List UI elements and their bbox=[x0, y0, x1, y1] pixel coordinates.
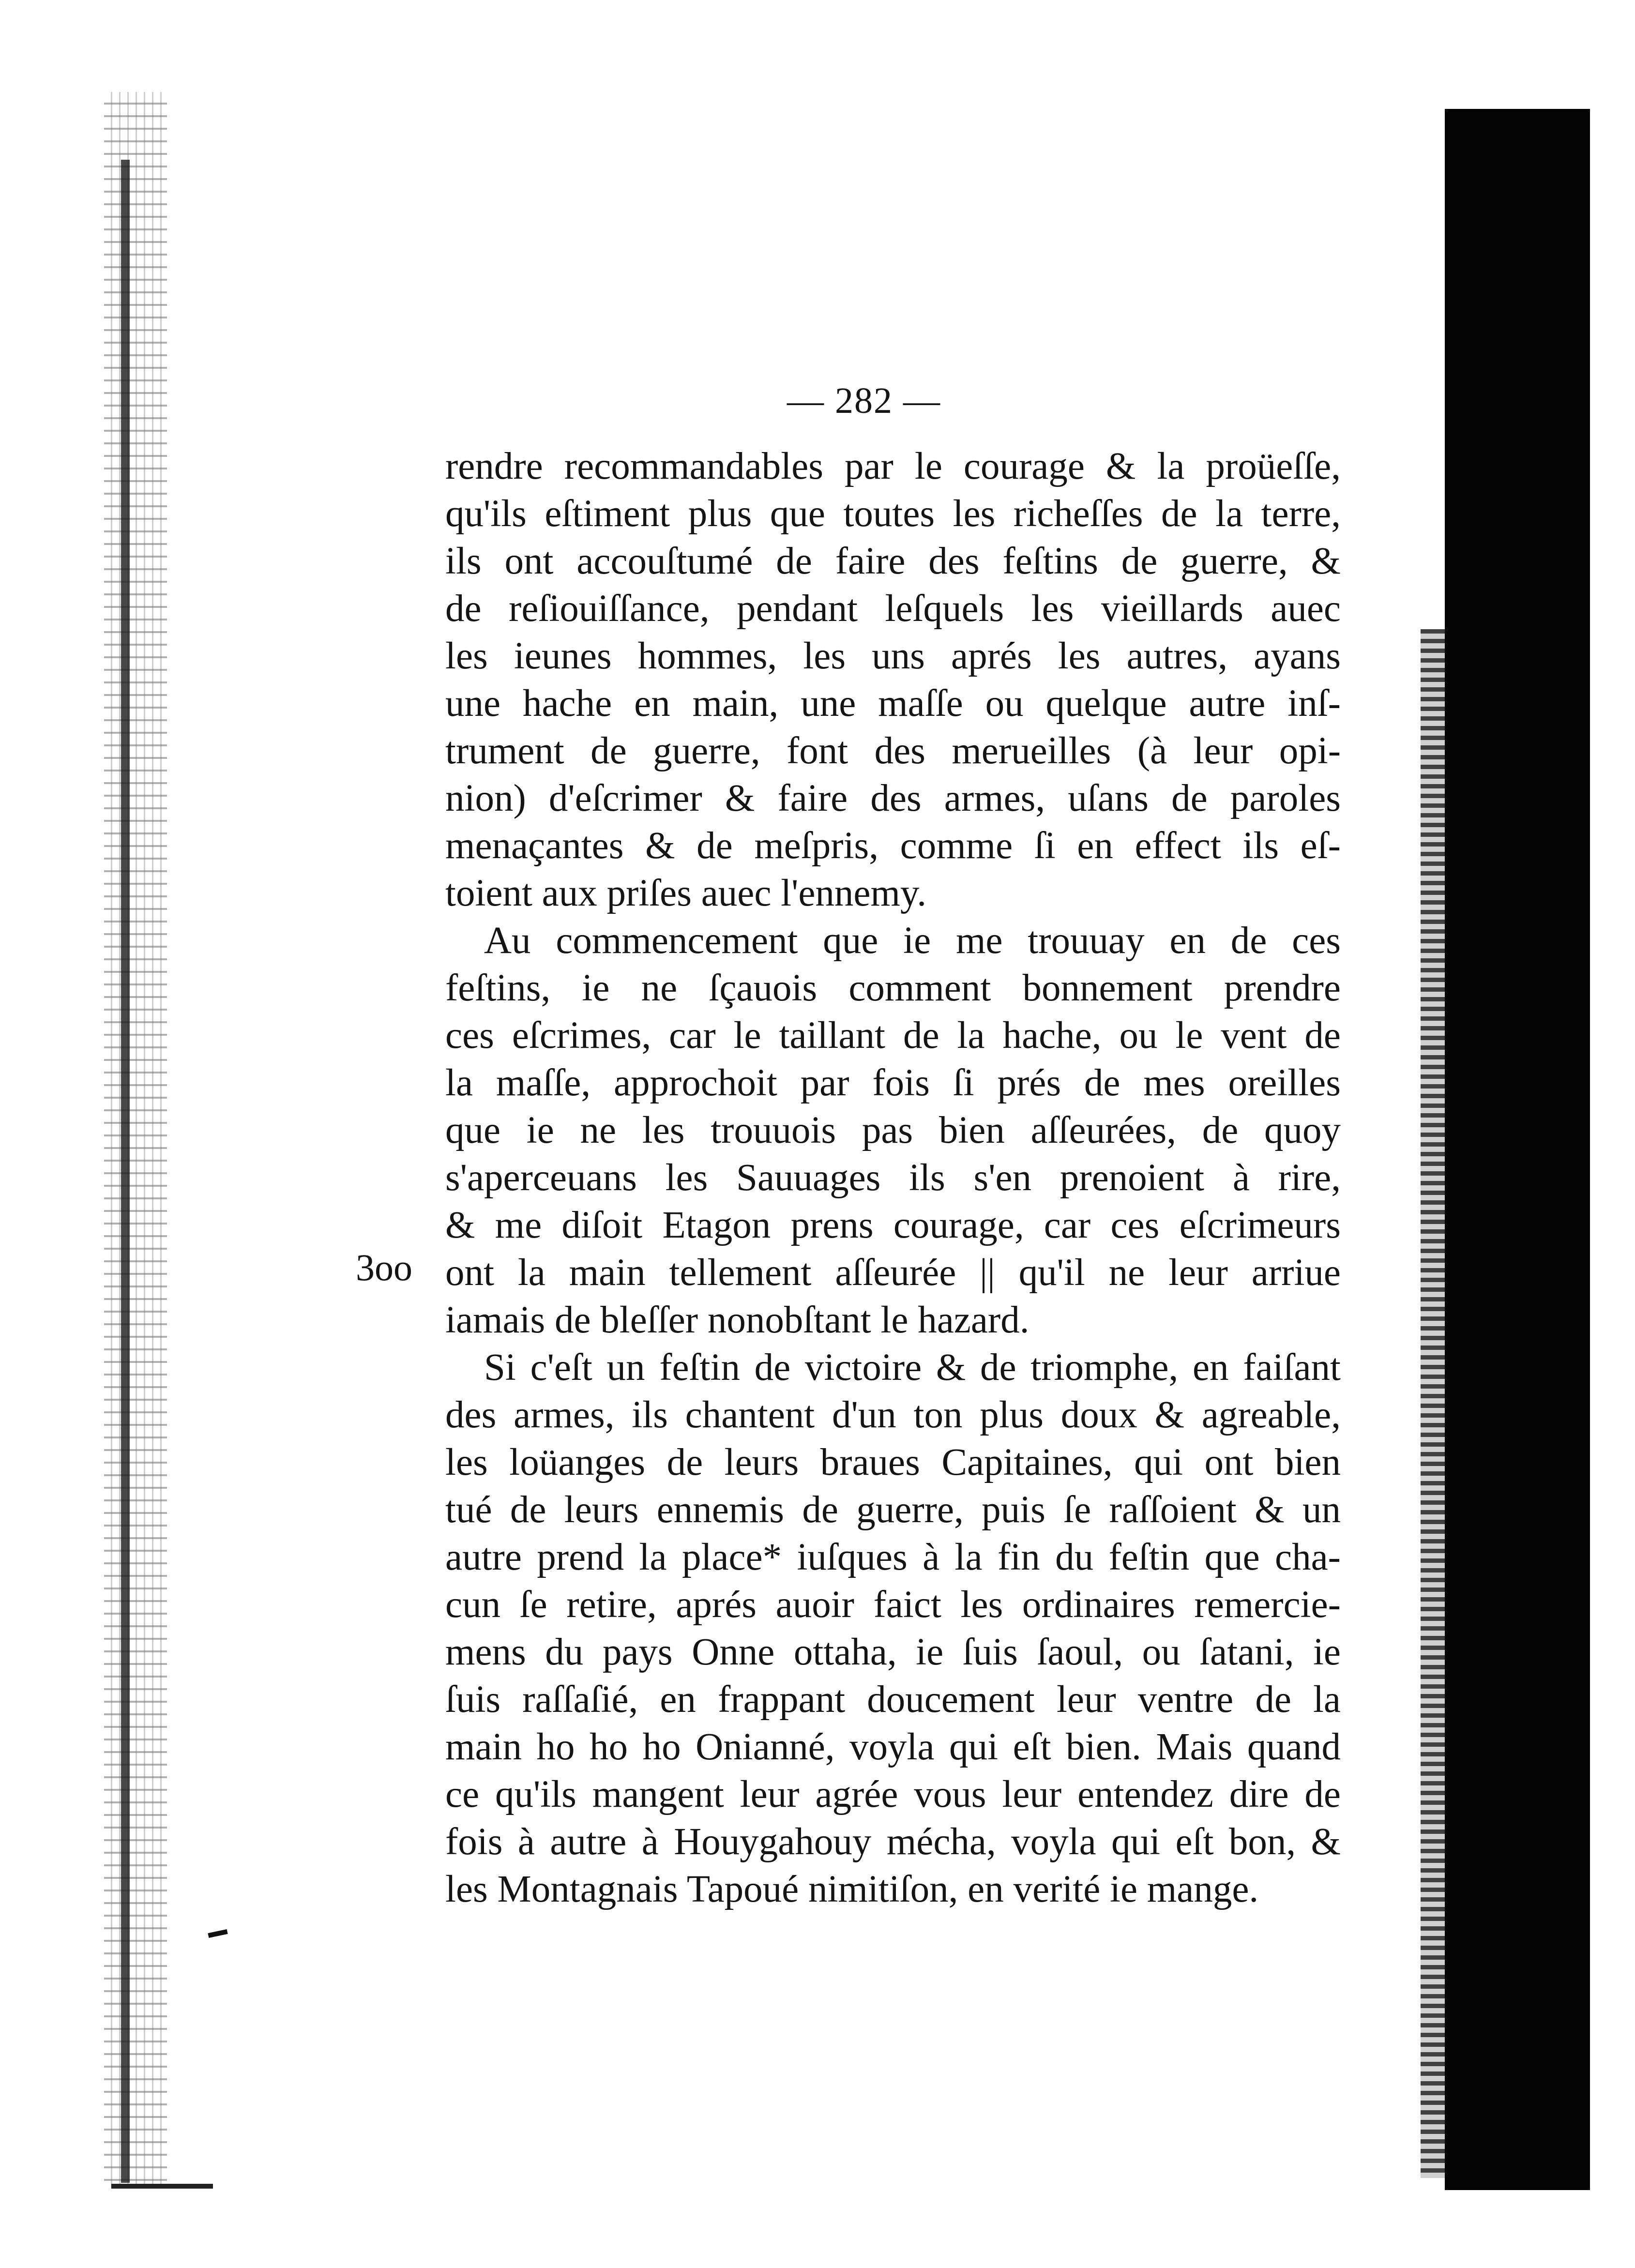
text-line: ce qu'ils mangent leur agrée vous leur entendez dire de bbox=[445, 1773, 1341, 1815]
text-line: ils ont accouſtumé de faire des feſtins de guerre, & bbox=[445, 540, 1341, 582]
text-line: ont la main tellement aſſeurée || qu'il ne leur arriue bbox=[445, 1252, 1341, 1294]
margin-page-reference: 3oo bbox=[356, 1246, 412, 1288]
text-line: mens du pays Onne ottaha, ie ſuis ſaoul, ou ſatani, ie bbox=[445, 1631, 1341, 1673]
text-line: rendre recommandables par le courage & la proüeſſe, bbox=[445, 445, 1341, 487]
text-line: trument de guerre, font des merueilles (à leur opi- bbox=[445, 730, 1341, 772]
text-line: une hache en main, une maſſe ou quelque autre inſ- bbox=[445, 682, 1341, 725]
body-text bbox=[445, 443, 1341, 1913]
text-line: ces eſcrimes, car le taillant de la hache, ou le vent de bbox=[445, 1014, 1341, 1057]
page-number: — 282 — bbox=[787, 380, 941, 421]
text-line: nion) d'eſcrimer & faire des armes, uſans de paroles bbox=[445, 777, 1341, 819]
text-line: la maſſe, approchoit par fois ſi prés de mes oreilles bbox=[445, 1062, 1341, 1104]
text-line: les loüanges de leurs braues Capitaines, qui ont bien bbox=[445, 1441, 1341, 1483]
text-line: s'aperceuans les Sauuages ils s'en prenoient à rire, bbox=[445, 1157, 1341, 1199]
text-line: main ho ho ho Onianné, voyla qui eſt bien. Mais quand bbox=[445, 1726, 1341, 1768]
text-line: Si c'eſt un feſtin de victoire & de triomphe, en faiſant bbox=[484, 1346, 1341, 1389]
text-line: tué de leurs ennemis de guerre, puis ſe raſſoient & un bbox=[445, 1489, 1341, 1531]
text-line: & me diſoit Etagon prens courage, car ces eſcrimeurs bbox=[445, 1204, 1341, 1246]
paragraph-2 bbox=[445, 917, 1341, 1344]
text-line: qu'ils eſtiment plus que toutes les richeſſes de la terre, bbox=[445, 493, 1341, 535]
text-line: iamais de bleſſer nonobſtant le hazard. bbox=[445, 1299, 1029, 1341]
stray-mark bbox=[208, 1929, 227, 1938]
paragraph-1 bbox=[445, 443, 1341, 917]
text-line: menaçantes & de meſpris, comme ſi en effect ils eſ- bbox=[445, 825, 1341, 867]
text-line: les Montagnais Tapoué nimitiſon, en verité ie mange. bbox=[445, 1868, 1259, 1910]
binding-edge-artifact bbox=[104, 92, 167, 2188]
paragraph-3 bbox=[445, 1344, 1341, 1913]
text-line: les ieunes hommes, les uns aprés les autres, ayans bbox=[445, 635, 1341, 677]
text-line: cun ſe retire, aprés auoir faict les ordinaires remercie- bbox=[445, 1584, 1341, 1626]
binding-shadow bbox=[121, 160, 130, 2183]
scan-edge-black-bar bbox=[1445, 109, 1590, 2190]
text-line: que ie ne les trouuois pas bien aſſeurées, de quoy bbox=[445, 1109, 1341, 1151]
text-line: toient aux priſes auec l'ennemy. bbox=[445, 872, 927, 914]
text-line: autre prend la place* iuſques à la fin du feſtin que cha- bbox=[445, 1536, 1341, 1578]
text-line: fois à autre à Houygahouy mécha, voyla qui eſt bon, & bbox=[445, 1821, 1341, 1863]
text-line: de reſiouiſſance, pendant leſquels les vieillards auec bbox=[445, 588, 1341, 630]
text-line: ſuis raſſaſié, en frappant doucement leur ventre de la bbox=[445, 1678, 1341, 1721]
text-line: feſtins, ie ne ſçauois comment bonnement prendre bbox=[445, 967, 1341, 1009]
text-line: Au commencement que ie me trouuay en de ces bbox=[484, 920, 1341, 962]
scan-rule-mark bbox=[111, 2184, 213, 2189]
text-line: des armes, ils chantent d'un ton plus doux & agreable, bbox=[445, 1394, 1341, 1436]
